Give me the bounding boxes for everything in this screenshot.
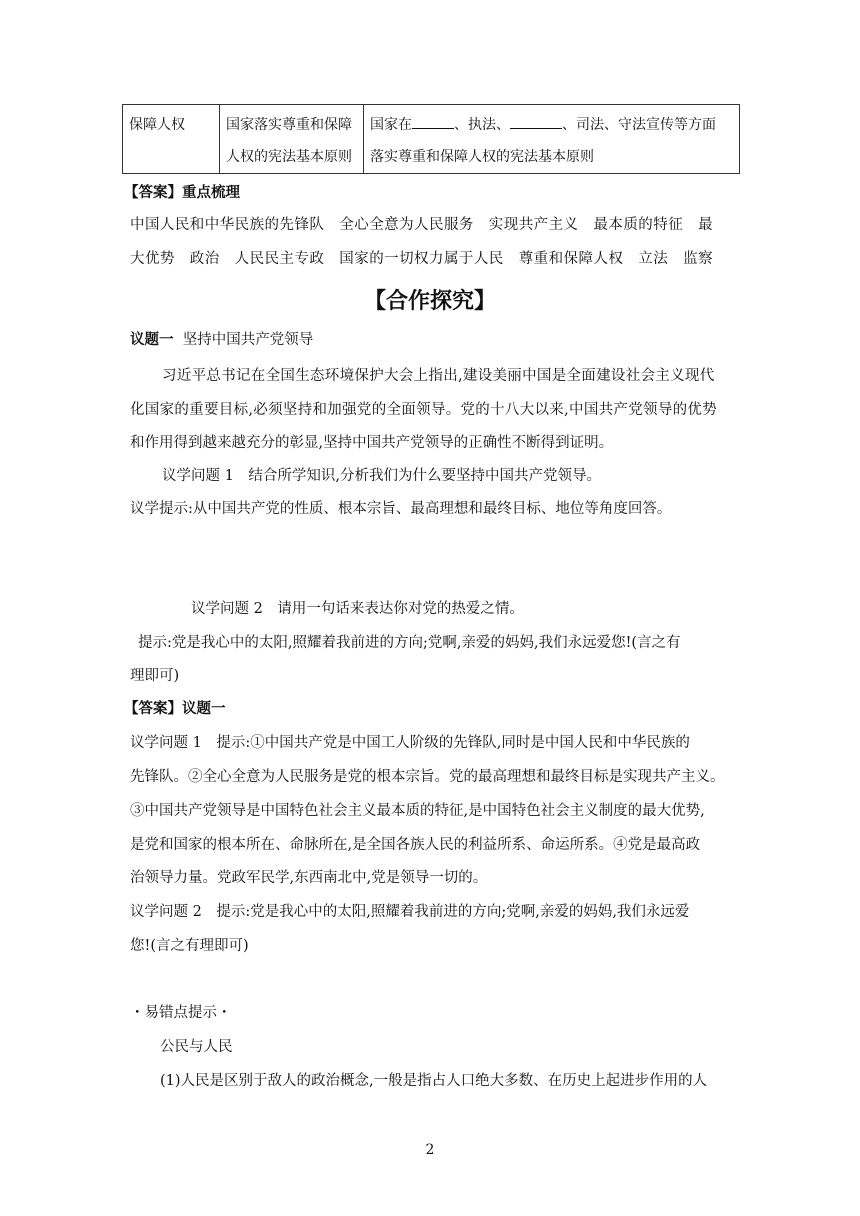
hint-2-cont: 理即可) xyxy=(130,668,180,684)
cell-line: 国家在 、执法、 、司法、守法宣传等方面 xyxy=(370,109,733,141)
answer-line: 您!(言之有理即可) xyxy=(130,938,249,954)
table-cell-category xyxy=(123,105,220,174)
paragraph-line: 习近平总书记在全国生态环境保护大会上指出,建设美丽中国是全面建设社会主义现代 xyxy=(162,368,715,384)
answer-line: 大优势 政治 人民民主专政 国家的一切权力属于人民 尊重和保障人权 立法 监察 xyxy=(130,251,714,267)
fill-blank xyxy=(412,114,454,129)
hint-2: 提示:党是我心中的太阳,照耀着我前进的方向;党啊,亲爱的妈妈,我们永远爱您!(言之有 xyxy=(138,635,681,651)
paragraph-line: 和作用得到越来越充分的彰显,坚持中国共产党领导的正确性不断得到证明。 xyxy=(130,435,614,451)
question-2: 议学问题 2 请用一句话来表达你对党的热爱之情。 xyxy=(191,601,524,617)
topic-label: 议题一 xyxy=(130,332,174,348)
answer-line: 先锋队。②全心全意为人民服务是党的根本宗旨。党的最高理想和最终目标是实现共产主义。 xyxy=(130,769,725,785)
topic-heading xyxy=(130,328,313,349)
cell-text: 落实尊重和保障人权的宪法基本原则 xyxy=(370,149,594,165)
cell-text: 人权的宪法基本原则 xyxy=(226,149,352,165)
tips-subheading: 公民与人民 xyxy=(160,1039,233,1055)
table-cell-detail xyxy=(364,105,740,174)
topic-title: 坚持中国共产党领导 xyxy=(182,332,314,348)
page-number: 2 xyxy=(425,1142,435,1158)
answer-line: 议学问题 1 提示:①中国共产党是中国工人阶级的先锋队,同时是中国人民和中华民族的 xyxy=(130,735,690,751)
rights-table xyxy=(122,104,740,174)
cell-text: 国家落实尊重和保障 xyxy=(226,117,352,133)
cell-text: 保障人权 xyxy=(129,117,185,133)
answer-line: 中国人民和中华民族的先锋队 全心全意为人民服务 实现共产主义 最本质的特征 最 xyxy=(130,217,714,233)
table-cell-principle xyxy=(220,105,364,174)
answer-line: ③中国共产党领导是中国特色社会主义最本质的特征,是中国特色社会主义制度的最大优势, xyxy=(130,803,705,819)
table-row xyxy=(123,105,740,174)
answer-line: 议学问题 2 提示:党是我心中的太阳,照耀着我前进的方向;党啊,亲爱的妈妈,我们永远爱 xyxy=(130,904,690,920)
fill-blank xyxy=(510,114,562,129)
answer-line: 治领导力量。党政军民学,东西南北中,党是领导一切的。 xyxy=(130,870,488,886)
answer-label: 【答案】重点梳理 xyxy=(124,185,240,201)
tips-line: (1)人民是区别于敌人的政治概念,一般是指占人口绝大多数、在历史上起进步作用的人 xyxy=(160,1073,708,1089)
answer-line: 是党和国家的根本所在、命脉所在,是全国各族人民的利益所系、命运所系。④党是最高政 xyxy=(130,837,701,853)
paragraph-line: 化国家的重要目标,必须坚持和加强党的全面领导。党的十八大以来,中国共产党领导的优势 xyxy=(130,402,718,418)
hint-1: 议学提示:从中国共产党的性质、根本宗旨、最高理想和最终目标、地位等角度回答。 xyxy=(130,501,672,517)
tips-heading: ・易错点提示・ xyxy=(130,1005,232,1021)
answer-label: 【答案】议题一 xyxy=(124,701,226,717)
question-1: 议学问题 1 结合所学知识,分析我们为什么要坚持中国共产党领导。 xyxy=(162,468,601,484)
section-title: 【合作探究】 xyxy=(363,289,496,314)
